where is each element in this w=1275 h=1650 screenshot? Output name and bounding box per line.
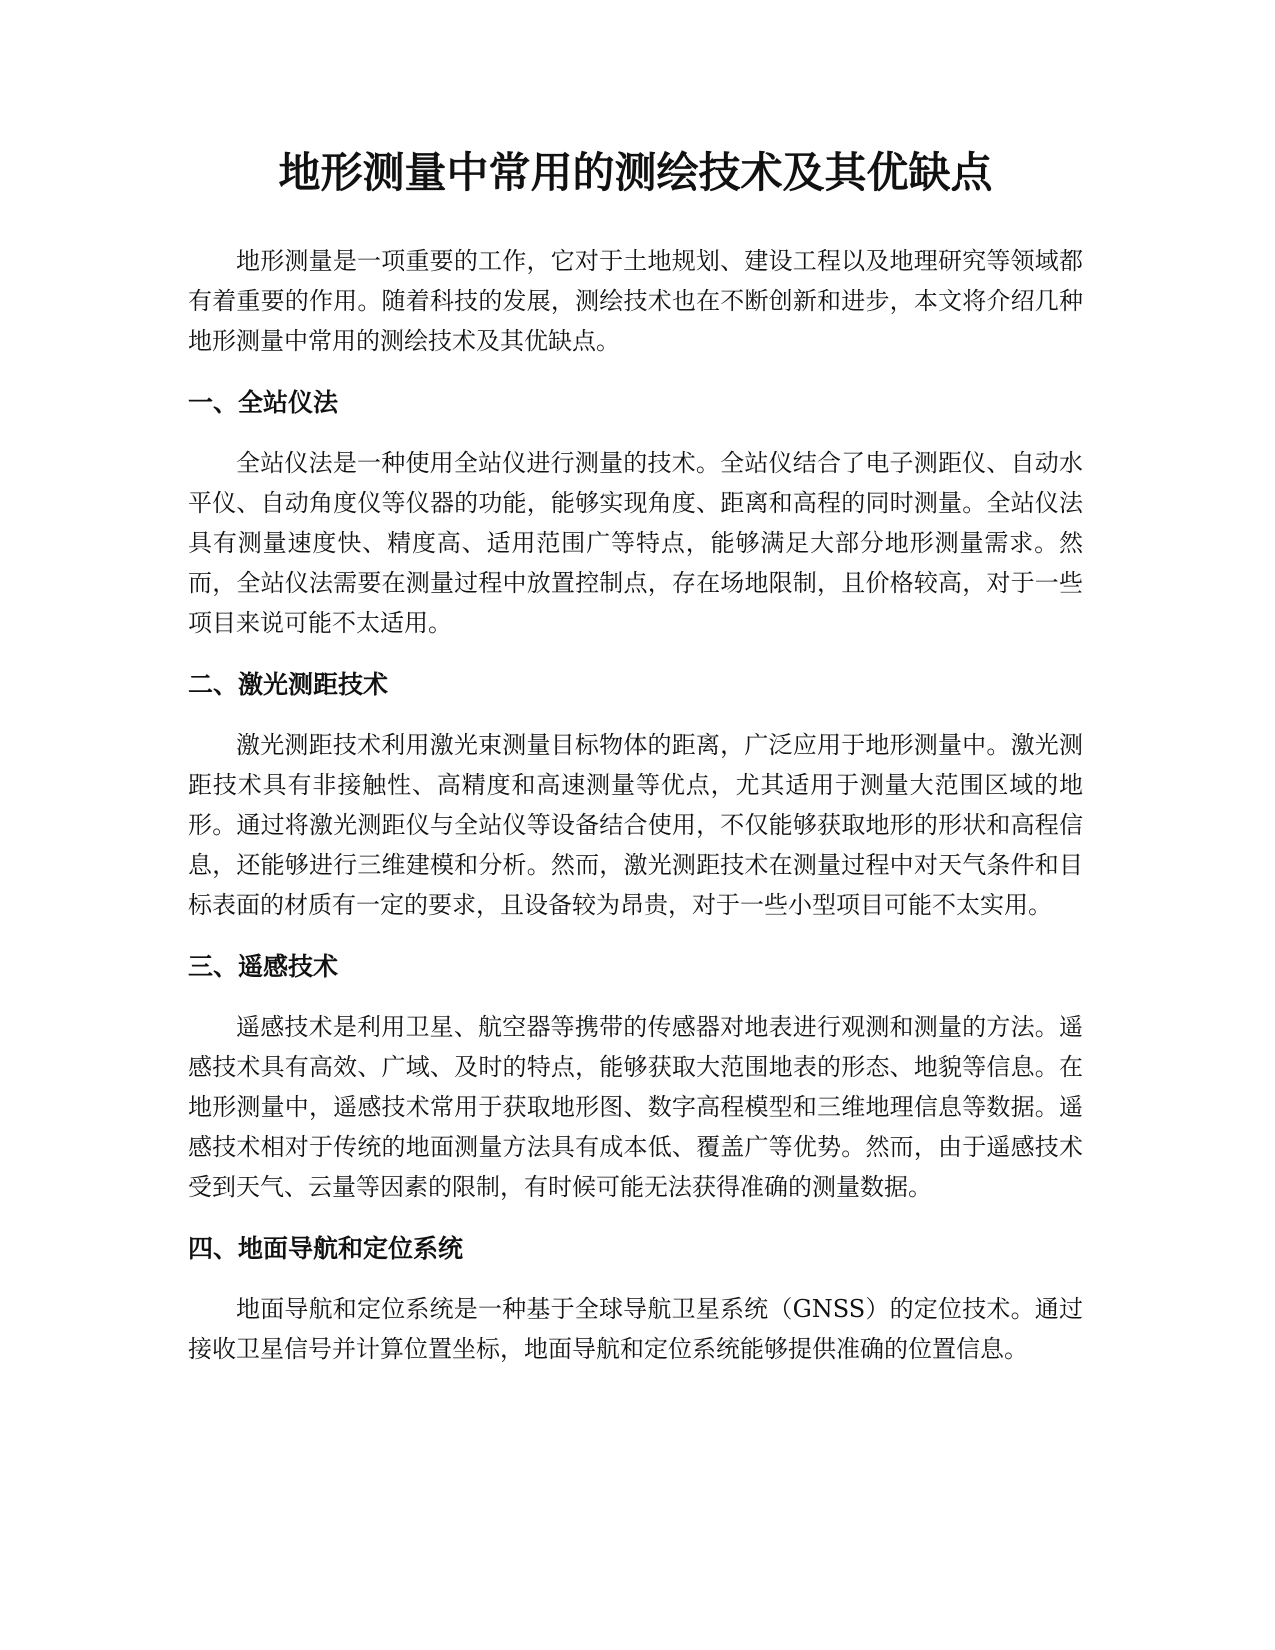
section-body-4: 地面导航和定位系统是一种基于全球导航卫星系统（GNSS）的定位技术。通过接收卫星信号并计算位置坐标，地面导航和定位系统能够提供准确的位置信息。 bbox=[188, 1295, 1083, 1363]
section-body-3: 遥感技术是利用卫星、航空器等携带的传感器对地表进行观测和测量的方法。遥感技术具有高效、广域、及时的特点，能够获取大范围地表的形态、地貌等信息。在地形测量中，遥感技术常用于获取地形图、数字高程模型和三维地理信息等数据。遥感技术相对于传统的地面测量方法具有成本低、覆盖广等优势。然而，由于遥感技术受到天气、云量等因素的限制，有时候可能无法获得准确的测量数据。 bbox=[188, 1013, 1083, 1201]
section-heading-1: 一、全站仪法 bbox=[188, 388, 339, 417]
section-heading-3: 三、遥感技术 bbox=[188, 952, 339, 981]
document-title: 地形测量中常用的测绘技术及其优缺点 bbox=[278, 148, 993, 197]
section-body-1: 全站仪法是一种使用全站仪进行测量的技术。全站仪结合了电子测距仪、自动水平仪、自动角度仪等仪器的功能，能够实现角度、距离和高程的同时测量。全站仪法具有测量速度快、精度高、适用范围广等特点，能够满足大部分地形测量需求。然而，全站仪法需要在测量过程中放置控制点，存在场地限制，且价格较高，对于一些项目来说可能不太适用。 bbox=[188, 449, 1083, 637]
section-heading-4: 四、地面导航和定位系统 bbox=[188, 1234, 464, 1263]
section-body-2: 激光测距技术利用激光束测量目标物体的距离，广泛应用于地形测量中。激光测距技术具有非接触性、高精度和高速测量等优点，尤其适用于测量大范围区域的地形。通过将激光测距仪与全站仪等设备结合使用，不仅能够获取地形的形状和高程信息，还能够进行三维建模和分析。然而，激光测距技术在测量过程中对天气条件和目标表面的材质有一定的要求，且设备较为昂贵，对于一些小型项目可能不太实用。 bbox=[188, 731, 1083, 919]
intro-paragraph: 地形测量是一项重要的工作，它对于土地规划、建设工程以及地理研究等领域都有着重要的作用。随着科技的发展，测绘技术也在不断创新和进步，本文将介绍几种地形测量中常用的测绘技术及其优缺点。 bbox=[188, 247, 1083, 355]
section-heading-2: 二、激光测距技术 bbox=[188, 670, 389, 699]
